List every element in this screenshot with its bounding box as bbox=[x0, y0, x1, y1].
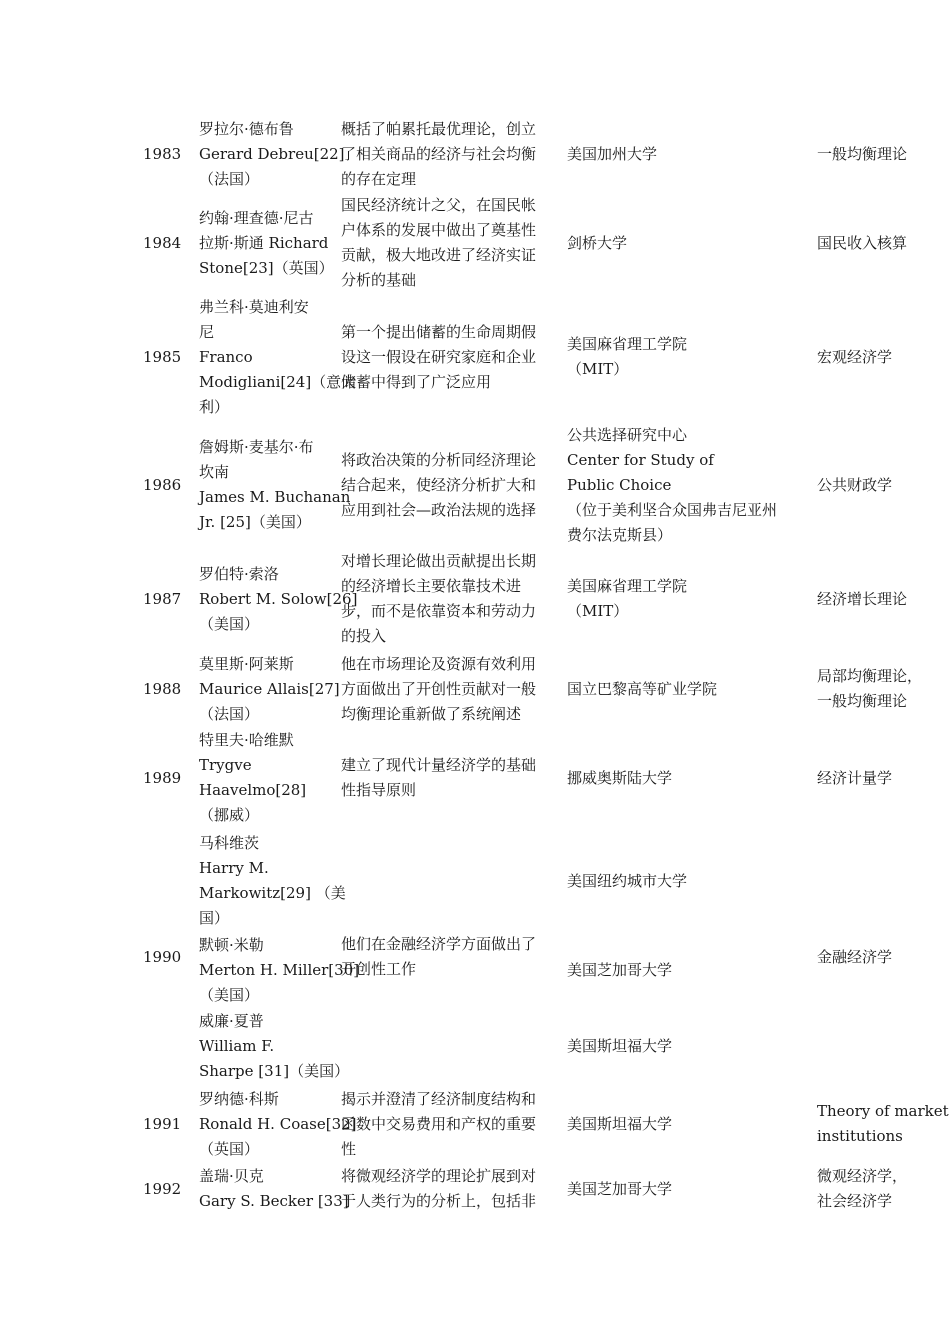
table-row bbox=[0, 193, 950, 293]
field: 社会经济学 bbox=[817, 1192, 893, 1210]
year: 1987 bbox=[143, 589, 182, 608]
laureate-name: Haavelmo[28] bbox=[199, 781, 307, 799]
institution: （MIT） bbox=[567, 360, 629, 378]
institution: （MIT） bbox=[567, 602, 629, 620]
contribution-text: 的经济增长主要依靠技术进 bbox=[341, 577, 522, 595]
field: 经济增长理论 bbox=[817, 589, 908, 608]
contribution-text: 开创性工作 bbox=[341, 960, 417, 978]
laureate-name: Gerard Debreu[22] bbox=[199, 144, 345, 163]
laureate-name: Markowitz[29] （美 bbox=[199, 884, 346, 902]
contribution-text: 储蓄中得到了广泛应用 bbox=[341, 372, 492, 391]
field: 一般均衡理论 bbox=[817, 692, 908, 710]
contribution-text: 结合起来，使经济分析扩大和 bbox=[341, 475, 537, 494]
laureate-name: Gary S. Becker [33] bbox=[199, 1192, 349, 1210]
institution: 费尔法克斯县） bbox=[567, 525, 673, 544]
institution: 公共选择研究中心 bbox=[567, 425, 688, 444]
laureate-name: 莫里斯·阿莱斯 bbox=[199, 654, 294, 673]
laureate-name: 弗兰科·莫迪利安 bbox=[199, 297, 309, 316]
contribution-text: 步，而不是依靠资本和劳动力 bbox=[341, 602, 537, 620]
contribution-text: 国民经济统计之父，在国民帐 bbox=[341, 196, 537, 214]
laureate-block bbox=[0, 932, 950, 1008]
laureate-name: 罗纳德·科斯 bbox=[199, 1089, 279, 1108]
laureate-name: Jr. [25]（美国） bbox=[199, 513, 311, 531]
contribution-text: 方面做出了开创性贡献对一般 bbox=[341, 679, 537, 698]
table-row bbox=[0, 830, 950, 1084]
contribution-text: 的投入 bbox=[341, 627, 387, 645]
contribution-text: 建立了现代计量经济学的基础 bbox=[341, 756, 537, 774]
laureate-name: James M. Buchanan bbox=[199, 488, 351, 506]
contribution-text: 户体系的发展中做出了奠基性 bbox=[341, 221, 537, 239]
table-row bbox=[0, 651, 950, 727]
year: 1991 bbox=[143, 1114, 182, 1133]
contribution-text: 他们在金融经济学方面做出了 bbox=[341, 935, 537, 953]
institution: Public Choice bbox=[567, 475, 672, 494]
table-row bbox=[0, 1086, 950, 1162]
field: 金融经济学 bbox=[817, 947, 893, 966]
field: Theory of market bbox=[817, 1102, 949, 1120]
laureate-name: Merton H. Miller[30] bbox=[199, 960, 360, 979]
institution: 国立巴黎高等矿业学院 bbox=[567, 679, 718, 698]
laureate-name: 特里夫·哈维默 bbox=[199, 731, 294, 749]
contribution-text: 性指导原则 bbox=[341, 781, 417, 799]
field: 一般均衡理论 bbox=[817, 144, 908, 163]
contribution-text: 概括了帕累托最优理论，创立 bbox=[341, 119, 537, 138]
laureate-name: 盖瑞·贝克 bbox=[199, 1167, 264, 1185]
contribution-text: 将政治决策的分析同经济理论 bbox=[341, 450, 537, 469]
contribution-text: 他在市场理论及资源有效利用 bbox=[341, 654, 537, 673]
year: 1992 bbox=[143, 1179, 182, 1198]
institution: 挪威奥斯陆大学 bbox=[567, 768, 673, 787]
contribution-text: 的存在定理 bbox=[341, 169, 417, 188]
institution: 美国芝加哥大学 bbox=[567, 960, 673, 979]
laureate-name: 利） bbox=[199, 397, 230, 416]
table-row bbox=[0, 728, 950, 828]
laureate-name: 约翰·理查德·尼古 bbox=[199, 208, 314, 227]
table-row bbox=[0, 549, 950, 649]
year: 1990 bbox=[143, 947, 182, 966]
laureate-name: 拉斯·斯通 Richard bbox=[199, 233, 329, 252]
laureate-name: William F. bbox=[199, 1036, 275, 1055]
institution: （位于美利坚合众国弗吉尼亚州 bbox=[567, 500, 778, 519]
field: 局部均衡理论， bbox=[817, 667, 923, 685]
table-row bbox=[0, 294, 950, 420]
year: 1986 bbox=[143, 475, 182, 494]
contribution-text: 揭示并澄清了经济制度结构和 bbox=[341, 1089, 537, 1108]
institution: 剑桥大学 bbox=[567, 233, 628, 252]
contribution-text: 应用到社会—政治法规的选择 bbox=[341, 500, 537, 519]
field: 经济计量学 bbox=[817, 768, 893, 787]
laureate-block bbox=[0, 1008, 950, 1084]
institution: 美国麻省理工学院 bbox=[567, 577, 688, 595]
laureate-name: Sharpe [31]（美国） bbox=[199, 1061, 350, 1080]
laureate-name: （美国） bbox=[199, 985, 260, 1004]
laureate-name: Modigliani[24]（意大 bbox=[199, 372, 357, 391]
laureate-name: 罗拉尔·德布鲁 bbox=[199, 119, 294, 138]
laureate-name: Ronald H. Coase[32] bbox=[199, 1114, 357, 1133]
contribution-text: 均衡理论重新做了系统阐述 bbox=[341, 704, 522, 723]
contribution-text: 将微观经济学的理论扩展到对 bbox=[341, 1167, 537, 1185]
laureate-name: （英国） bbox=[199, 1139, 260, 1158]
contribution-text: 分析的基础 bbox=[341, 271, 417, 289]
laureate-name: Maurice Allais[27] bbox=[199, 679, 340, 698]
year: 1983 bbox=[143, 144, 182, 163]
laureate-name: （法国） bbox=[199, 704, 260, 723]
field: 宏观经济学 bbox=[817, 347, 893, 366]
laureate-name: 詹姆斯·麦基尔·布 bbox=[199, 438, 314, 456]
laureate-name: 坎南 bbox=[199, 463, 230, 481]
table-row bbox=[0, 422, 950, 548]
institution: 美国斯坦福大学 bbox=[567, 1114, 673, 1133]
contribution-text: 函数中交易费用和产权的重要 bbox=[341, 1114, 537, 1133]
laureate-name: （法国） bbox=[199, 169, 260, 188]
contribution-text: 对增长理论做出贡献提出长期 bbox=[341, 552, 537, 570]
laureate-name: Stone[23]（英国） bbox=[199, 258, 334, 277]
laureate-name: （挪威） bbox=[199, 806, 260, 824]
contribution-text: 了相关商品的经济与社会均衡 bbox=[341, 144, 537, 163]
laureate-block bbox=[0, 830, 950, 932]
table-row bbox=[0, 116, 950, 192]
laureate-name: 默顿·米勒 bbox=[199, 935, 264, 954]
institution: 美国加州大学 bbox=[567, 144, 658, 163]
field: 公共财政学 bbox=[817, 475, 893, 494]
contribution-text: 贡献，极大地改进了经济实证 bbox=[341, 246, 537, 264]
laureate-name: 尼 bbox=[199, 322, 215, 341]
laureate-name: Robert M. Solow[26] bbox=[199, 589, 358, 608]
field: 微观经济学， bbox=[817, 1167, 908, 1185]
contribution-text: 性 bbox=[341, 1139, 357, 1158]
laureate-name: Franco bbox=[199, 347, 253, 366]
contribution-text: 于人类行为的分析上，包括非 bbox=[341, 1192, 537, 1210]
year: 1989 bbox=[143, 768, 182, 787]
laureate-name: （美国） bbox=[199, 614, 260, 633]
institution: Center for Study of bbox=[567, 450, 714, 469]
institution: 美国麻省理工学院 bbox=[567, 335, 688, 353]
laureate-name: 威廉·夏普 bbox=[199, 1011, 264, 1030]
year: 1984 bbox=[143, 233, 182, 252]
field: 国民收入核算 bbox=[817, 233, 908, 252]
table-row bbox=[0, 1164, 950, 1214]
laureate-name: Trygve bbox=[199, 756, 252, 774]
institution: 美国纽约城市大学 bbox=[567, 871, 688, 890]
year: 1988 bbox=[143, 679, 182, 698]
contribution-text: 设这一假设在研究家庭和企业 bbox=[341, 347, 537, 366]
laureate-name: 罗伯特·索洛 bbox=[199, 564, 279, 583]
laureate-name: 国） bbox=[199, 909, 230, 927]
institution: 美国芝加哥大学 bbox=[567, 1179, 673, 1198]
field: institutions bbox=[817, 1127, 903, 1145]
laureate-name: 马科维茨 bbox=[199, 834, 260, 852]
laureate-name: Harry M. bbox=[199, 859, 269, 877]
institution: 美国斯坦福大学 bbox=[567, 1036, 673, 1055]
year: 1985 bbox=[143, 347, 182, 366]
contribution-text: 第一个提出储蓄的生命周期假 bbox=[341, 322, 537, 341]
